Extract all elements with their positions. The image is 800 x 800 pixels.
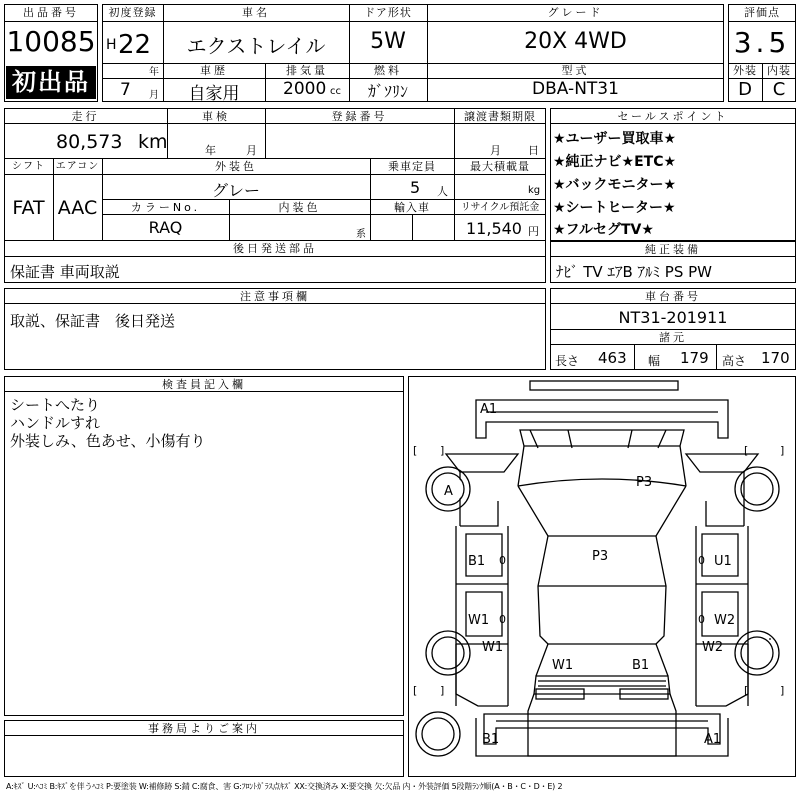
recycle-unit: 円 (528, 225, 539, 238)
mark-left-zero-2: 0 (499, 613, 506, 626)
chassis-label: 車台番号 (645, 290, 701, 303)
equipment-label: 純正装備 (645, 243, 701, 256)
mark-roof: P3 (592, 549, 609, 564)
bracket-right-bottom-open: [ (744, 684, 749, 697)
bracket-right-top-open: [ (744, 444, 749, 457)
mark-tailgate-left: W1 (552, 658, 574, 673)
model-value: DBA-NT31 (532, 79, 619, 99)
aircon-value: AAC (57, 197, 98, 219)
mark-front-left-tire: A (444, 484, 453, 499)
recycle-label: リサイクル預託金 (460, 202, 540, 213)
sales-point-1: ★ユーザー買取車★ (553, 131, 677, 147)
transfer-day-unit: 日 (528, 144, 539, 157)
interior-label: 内装 (767, 64, 791, 77)
width-label: 幅 (648, 354, 661, 368)
inspector-line-2: ハンドルすれ (10, 414, 101, 432)
import-label: 輸入車 (394, 201, 430, 214)
transfer-label: 譲渡書類期限 (464, 110, 536, 123)
lot-number: 10085 (6, 25, 96, 58)
inspector-line-3: 外装しみ、色あせ、小傷有り (10, 432, 206, 450)
bracket-left-top-close: ] (440, 444, 445, 457)
reg-year-unit: 年 (149, 67, 159, 78)
max-load-label: 最大積載量 (470, 160, 530, 173)
reg-month: 7 (120, 80, 131, 100)
inspection-month-unit: 月 (246, 144, 257, 157)
aircon-label: エアコン (55, 161, 100, 172)
ext-color-label: 外装色 (215, 160, 257, 173)
chassis-number: NT31-201911 (618, 308, 728, 327)
bracket-right-bottom-close: ] (780, 684, 785, 697)
bracket-right-top-close: ] (780, 444, 785, 457)
notes-label: 注意事項欄 (240, 290, 310, 303)
shift-label: シフト (12, 161, 45, 172)
mark-front-bumper: A1 (480, 402, 498, 417)
inspector-line-1: シートへたり (10, 396, 101, 414)
capacity-unit: 人 (437, 185, 448, 198)
transfer-month-unit: 月 (490, 144, 501, 157)
mileage-value: 80,573 (56, 131, 123, 153)
legend: A:ｷｽﾞ U:ﾍｺﾐ B:ｷｽﾞを伴うﾍｺﾐ P:要塗装 W:補修跡 S:錆 C:腐食、害 G:ﾌﾛﾝﾄｶﾞﾗｽ点ｷｽﾞ XX:交換済み X:要交換 欠:欠品 内・外装評価 5段階ﾗﾝｸ順(A・B・C・D・E) 2 (6, 782, 563, 791)
sales-point-2: ★純正ナビ★ETC★ (553, 154, 677, 170)
mark-left-rear-fender: W1 (482, 640, 504, 655)
later-parts-value: 保証書 車両取説 (10, 263, 120, 281)
mark-rear-bumper-right: A1 (704, 732, 722, 747)
inspection-year-unit: 年 (205, 144, 216, 157)
sales-point-5: ★フルセグTV★ (553, 222, 654, 238)
car-name: エクストレイル (186, 34, 326, 58)
lot-label: 出品番号 (23, 6, 79, 19)
sales-point-3: ★バックモニター★ (553, 177, 677, 193)
mark-right-zero-1: 0 (698, 554, 705, 567)
equipment-value: ﾅﾋﾞ TV ｴｱB ｱﾙﾐ PS PW (556, 263, 712, 281)
height-label: 高さ (722, 354, 747, 368)
dimensions-label: 諸元 (659, 331, 687, 344)
capacity-value: 5 (410, 178, 421, 197)
reg-year: 22 (118, 30, 152, 60)
capacity-label: 乗車定員 (388, 160, 436, 173)
office-label: 事務局よりご案内 (148, 722, 260, 735)
history-value: 自家用 (188, 84, 240, 104)
reg-era: H (106, 37, 117, 53)
mark-hood: P3 (636, 475, 653, 490)
model-label: 型式 (561, 64, 590, 77)
ext-color-value: グレー (211, 181, 260, 200)
mark-right-rear-fender: W2 (702, 640, 724, 655)
max-load-unit: kg (528, 185, 541, 196)
color-no-label: カラーNo. (130, 201, 201, 214)
displacement-unit: cc (330, 86, 341, 97)
history-label: 車歴 (200, 64, 228, 77)
int-color-label: 内装色 (278, 201, 321, 214)
later-parts-label: 後日発送部品 (233, 242, 317, 255)
inspection-label: 車検 (202, 110, 230, 123)
fuel-label: 燃料 (374, 64, 402, 77)
reg-label: 初度登録 (108, 6, 157, 19)
bracket-left-bottom-open: [ (413, 684, 418, 697)
mileage-label: 走行 (71, 110, 100, 123)
exterior-grade: D (738, 79, 752, 100)
mark-right-rear-door: W2 (714, 613, 736, 628)
mark-left-front-door: B1 (468, 554, 486, 569)
sales-point-4: ★シートヒーター★ (553, 200, 676, 216)
door-value: 5W (370, 29, 406, 54)
mark-tailgate-right: B1 (632, 658, 650, 673)
mark-right-zero-2: 0 (698, 613, 705, 626)
mark-right-front-door: U1 (714, 554, 732, 569)
shift-value: FAT (12, 197, 45, 219)
mark-left-zero-1: 0 (499, 554, 506, 567)
mileage-unit: km (138, 131, 168, 153)
bracket-left-bottom-close: ] (440, 684, 445, 697)
bracket-left-top-open: [ (413, 444, 418, 457)
score-value: 3.5 (733, 26, 791, 59)
reg-month-unit: 月 (149, 90, 159, 101)
first-listing-text: 初出品 (12, 68, 90, 96)
exterior-label: 外装 (733, 64, 757, 77)
length-label: 長さ (555, 354, 580, 368)
displacement-value: 2000 (283, 79, 327, 99)
mark-left-rear-door: W1 (468, 613, 490, 628)
score-label: 評価点 (744, 6, 780, 19)
sales-points-label: セールスポイント (617, 110, 729, 123)
displacement-label: 排気量 (286, 64, 328, 77)
reg-number-label: 登録番号 (331, 110, 388, 123)
door-label: ドア形状 (364, 6, 412, 19)
length-value: 463 (598, 349, 627, 367)
grade-label: グレード (547, 6, 604, 19)
fuel-value: ｶﾞｿﾘﾝ (367, 82, 408, 101)
car-diagram (408, 376, 796, 777)
grade-value: 20X 4WD (524, 29, 627, 54)
recycle-value: 11,540 (466, 219, 522, 238)
interior-grade: C (772, 79, 786, 100)
height-value: 170 (761, 349, 790, 367)
mark-rear-bumper-left: B1 (482, 732, 500, 747)
width-value: 179 (680, 349, 709, 367)
int-color-suffix: 系 (356, 229, 366, 240)
color-no-value: RAQ (148, 218, 183, 237)
notes-text: 取説、保証書 後日発送 (10, 312, 176, 330)
inspector-label: 検査員記入欄 (162, 378, 246, 391)
car-name-label: 車名 (242, 6, 270, 19)
